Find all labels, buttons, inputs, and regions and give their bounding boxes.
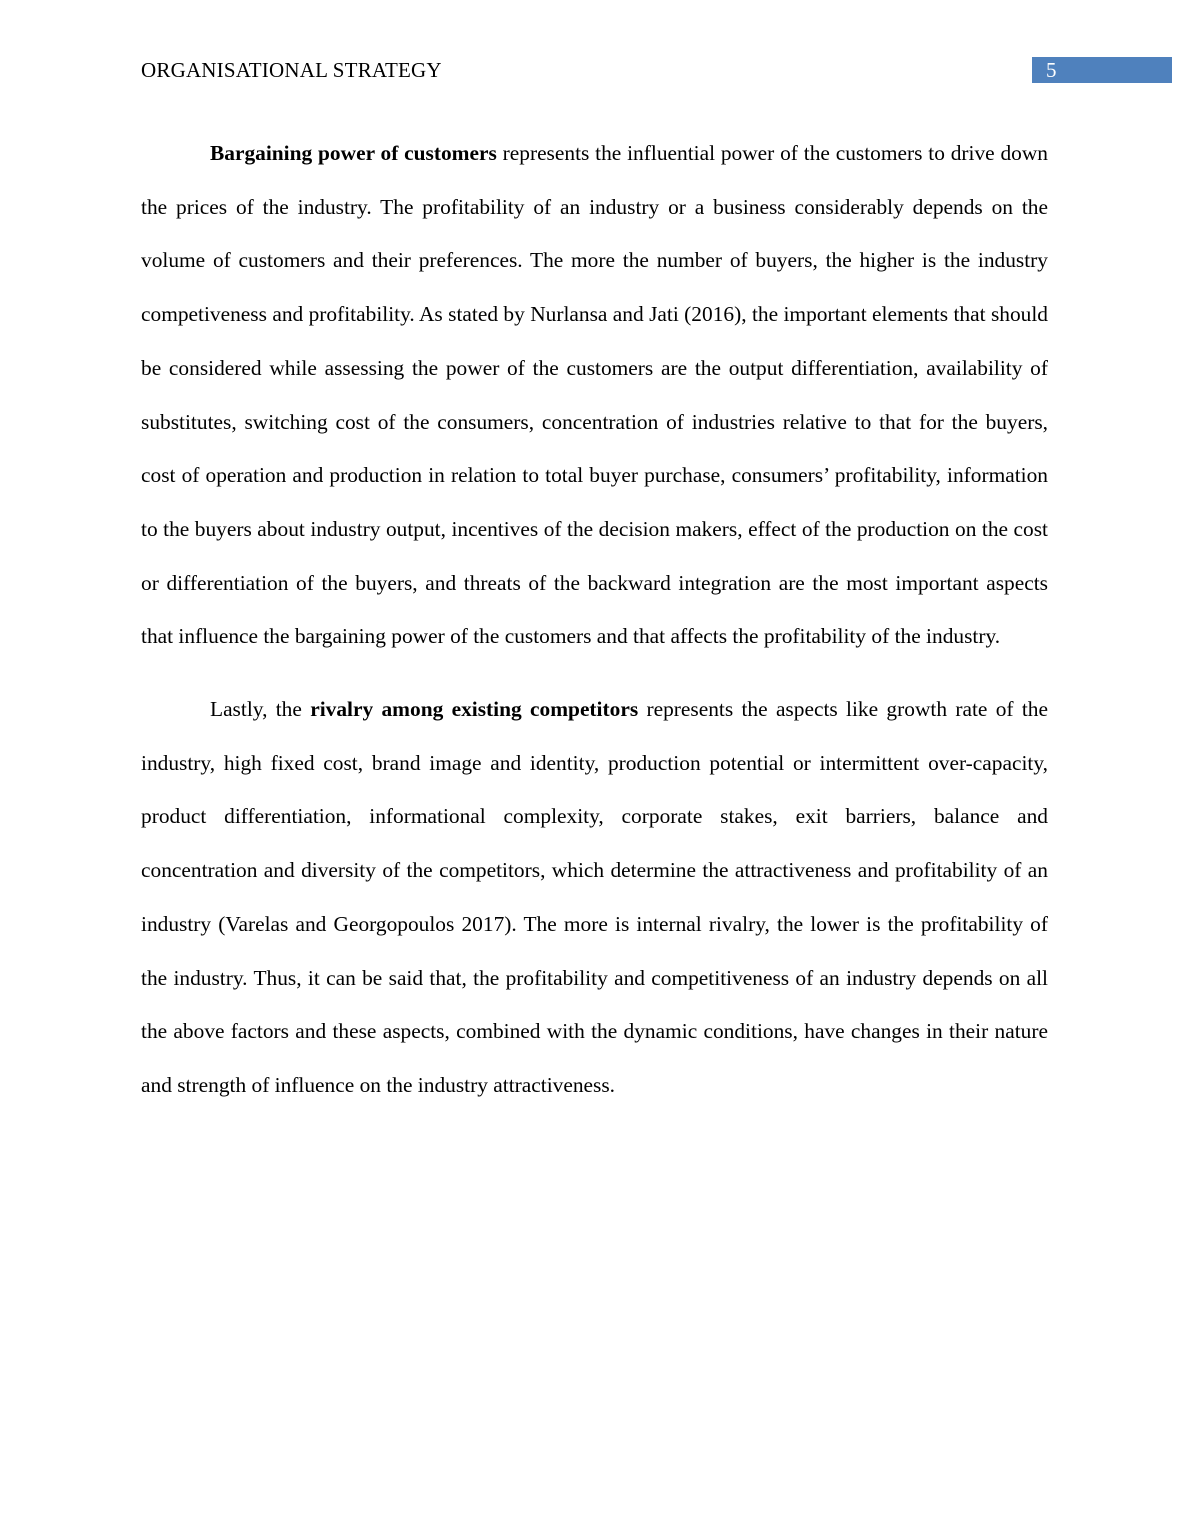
body-text [141, 127, 1048, 1113]
paragraph-bold-term: rivalry among existing competitors [310, 697, 639, 722]
page-number: 5 [1046, 58, 1057, 82]
running-head: ORGANISATIONAL STRATEGY [141, 58, 442, 82]
paragraph-body-text: represents the aspects like growth rate of the industry, high fixed cost, brand image and identity, production potential or intermittent over-capacity, product differentiation, informational complexity, corporate stakes, exit barriers, balance and concentration and diversity of the competitors, which determine the attractiveness and profitability of an industry (Varelas and Georgopoulos 2017). The more is internal rivalry, the lower is the profitability of the industry. Thus, it can be said that, the profitability and competitiveness of an industry depends on all the above factors and these aspects, combined with the dynamic conditions, have changes in their nature and strength of influence on the industry attractiveness. [141, 697, 1048, 1097]
paragraph-lead-text: Lastly, the [210, 697, 311, 722]
paragraph-body-text: represents the influential power of the customers to drive down the prices of the industry. The profitability of an industry or a business considerably depends on the volume of customers and their preferences. The more the number of buyers, the higher is the industry competiveness and profitability. As stated by Nurlansa and Jati (2016), the important elements that should be considered while assessing the power of the customers are the output differentiation, availability of substitutes, switching cost of the consumers, concentration of industries relative to that for the buyers, cost of operation and production in relation to total buyer purchase, consumers’ profitability, information to the buyers about industry output, incentives of the decision makers, effect of the production on the cost or differentiation of the buyers, and threats of the backward integration are the most important aspects that influence the bargaining power of the customers and that affects the profitability of the industry. [141, 141, 1049, 649]
paragraph-competitor-rivalry [141, 683, 1048, 1113]
paragraph-bold-term: Bargaining power of customers [210, 141, 497, 165]
page-number-box [1032, 57, 1172, 83]
paragraph-customer-bargaining-power [141, 127, 1048, 664]
